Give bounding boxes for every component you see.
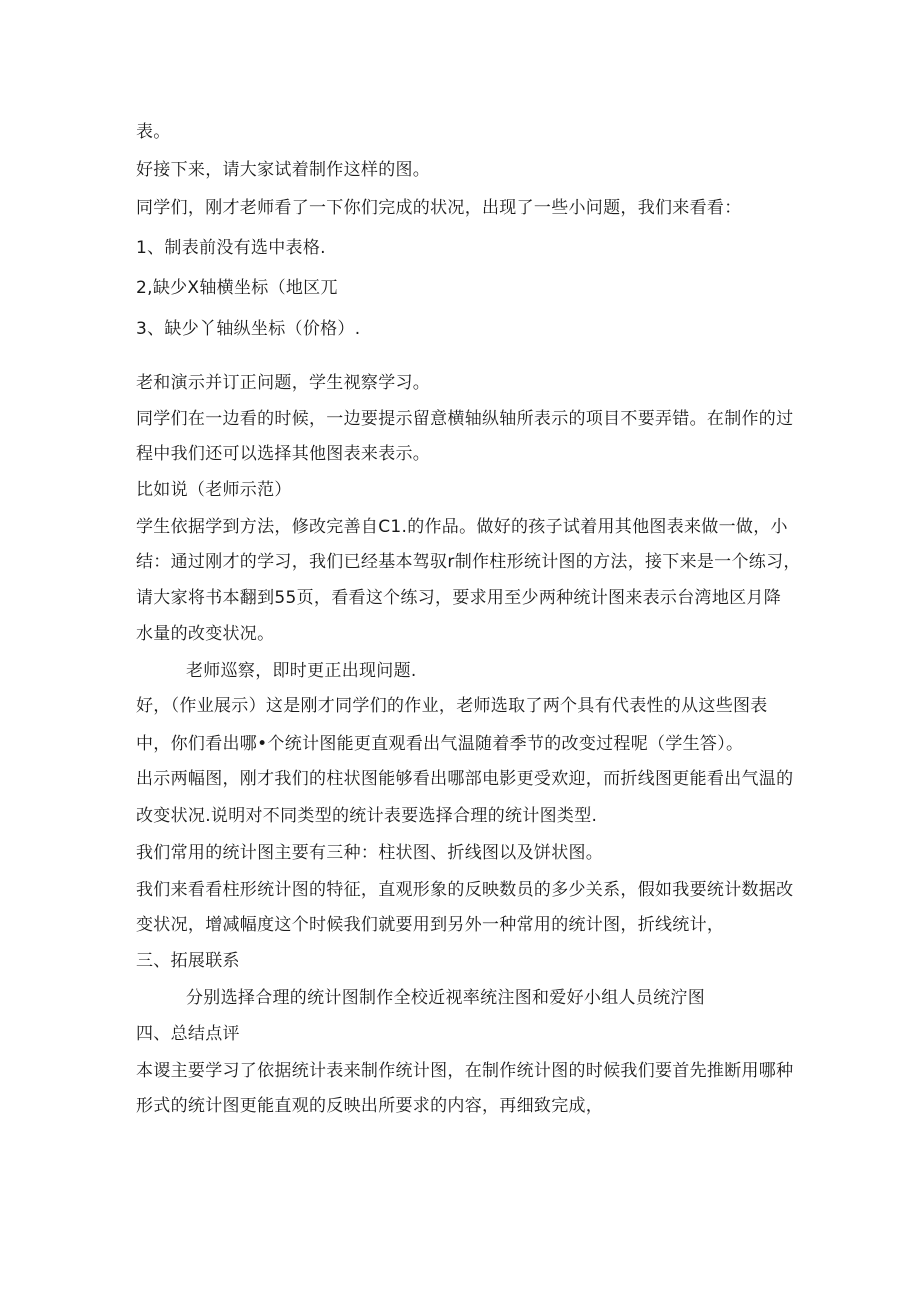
text-line: 请大家将书本翻到55页，看看这个练习，要求用至少两种统计图来表示台湾地区月降 — [136, 588, 782, 608]
text-line: 老师巡察，即时更正出现问题. — [186, 661, 417, 681]
text-line: 同学们在一边看的时候，一边要提示留意横轴纵轴所表示的项目不要弄错。在制作的过 — [136, 409, 794, 429]
text-line: 改变状况.说明对不同类型的统计表要选择合理的统计图类型. — [136, 806, 598, 826]
text-line: 本谡主要学习了依据统计表来制作统计图，在制作统计图的时候我们要首先推断用哪种 — [136, 1061, 794, 1081]
text-line: 水量的改变状况。 — [136, 624, 275, 644]
text-line: 3、缺少丫轴纵坐标（价格）. — [136, 319, 361, 339]
text-line: 程中我们还可以选择其他图表来表示。 — [136, 444, 431, 464]
text-line: 1、制表前没有选中表格. — [136, 238, 326, 258]
text-line: 中，你们看出哪•个统计图能更直观看出气温随着季节的改变过程呢（学生答）。 — [136, 734, 744, 754]
text-line: 我们常用的统计图主要有三种：柱状图、折线图以及饼状图。 — [136, 843, 604, 863]
text-line: 老和演示并订正问题，学生视察学习。 — [136, 373, 431, 393]
text-line: 好，（作业展示）这是刚才同学们的作业，老师选取了两个具有代表性的从这些图表 — [136, 696, 768, 716]
text-line: 我们来看看柱形统计图的特征，直观形象的反映数员的多少关系，假如我要统计数据改 — [136, 880, 794, 900]
text-line: 变状况，增减幅度这个时候我们就要用到另外一种常用的统计图，折线统计， — [136, 915, 725, 935]
text-line: 好接下来，请大家试着制作这样的图。 — [136, 160, 431, 180]
text-line: 表。 — [136, 122, 171, 142]
text-line: 比如说（老师示范） — [136, 480, 292, 500]
section-heading: 四、总结点评 — [136, 1024, 240, 1044]
text-line: 出示两幅图，刚才我们的柱状图能够看出哪部电影更受欢迎，而折线图更能看出气温的 — [136, 769, 794, 789]
text-line: 学生依据学到方法，修改完善自C1.的作品。做好的孩子试着用其他图表来做一做，小 — [136, 517, 788, 537]
text-line: 结：通过刚才的学习，我们已经基本驾驭r制作柱形统计图的方法，接下来是一个练习， — [136, 552, 801, 572]
text-line: 分别选择合理的统计图制作全校近视率统注图和爱好小组人员统泞图 — [186, 988, 705, 1008]
text-line: 形式的统计图更能直观的反映出所要求的内容，再细致完成， — [136, 1096, 604, 1116]
text-line: 同学们，刚才老师看了一下你们完成的状况，出现了一些小问题，我们来看看： — [136, 198, 742, 218]
section-heading: 三、拓展联系 — [136, 951, 240, 971]
text-line: 2,缺少X轴横坐标（地区兀 — [136, 278, 338, 298]
